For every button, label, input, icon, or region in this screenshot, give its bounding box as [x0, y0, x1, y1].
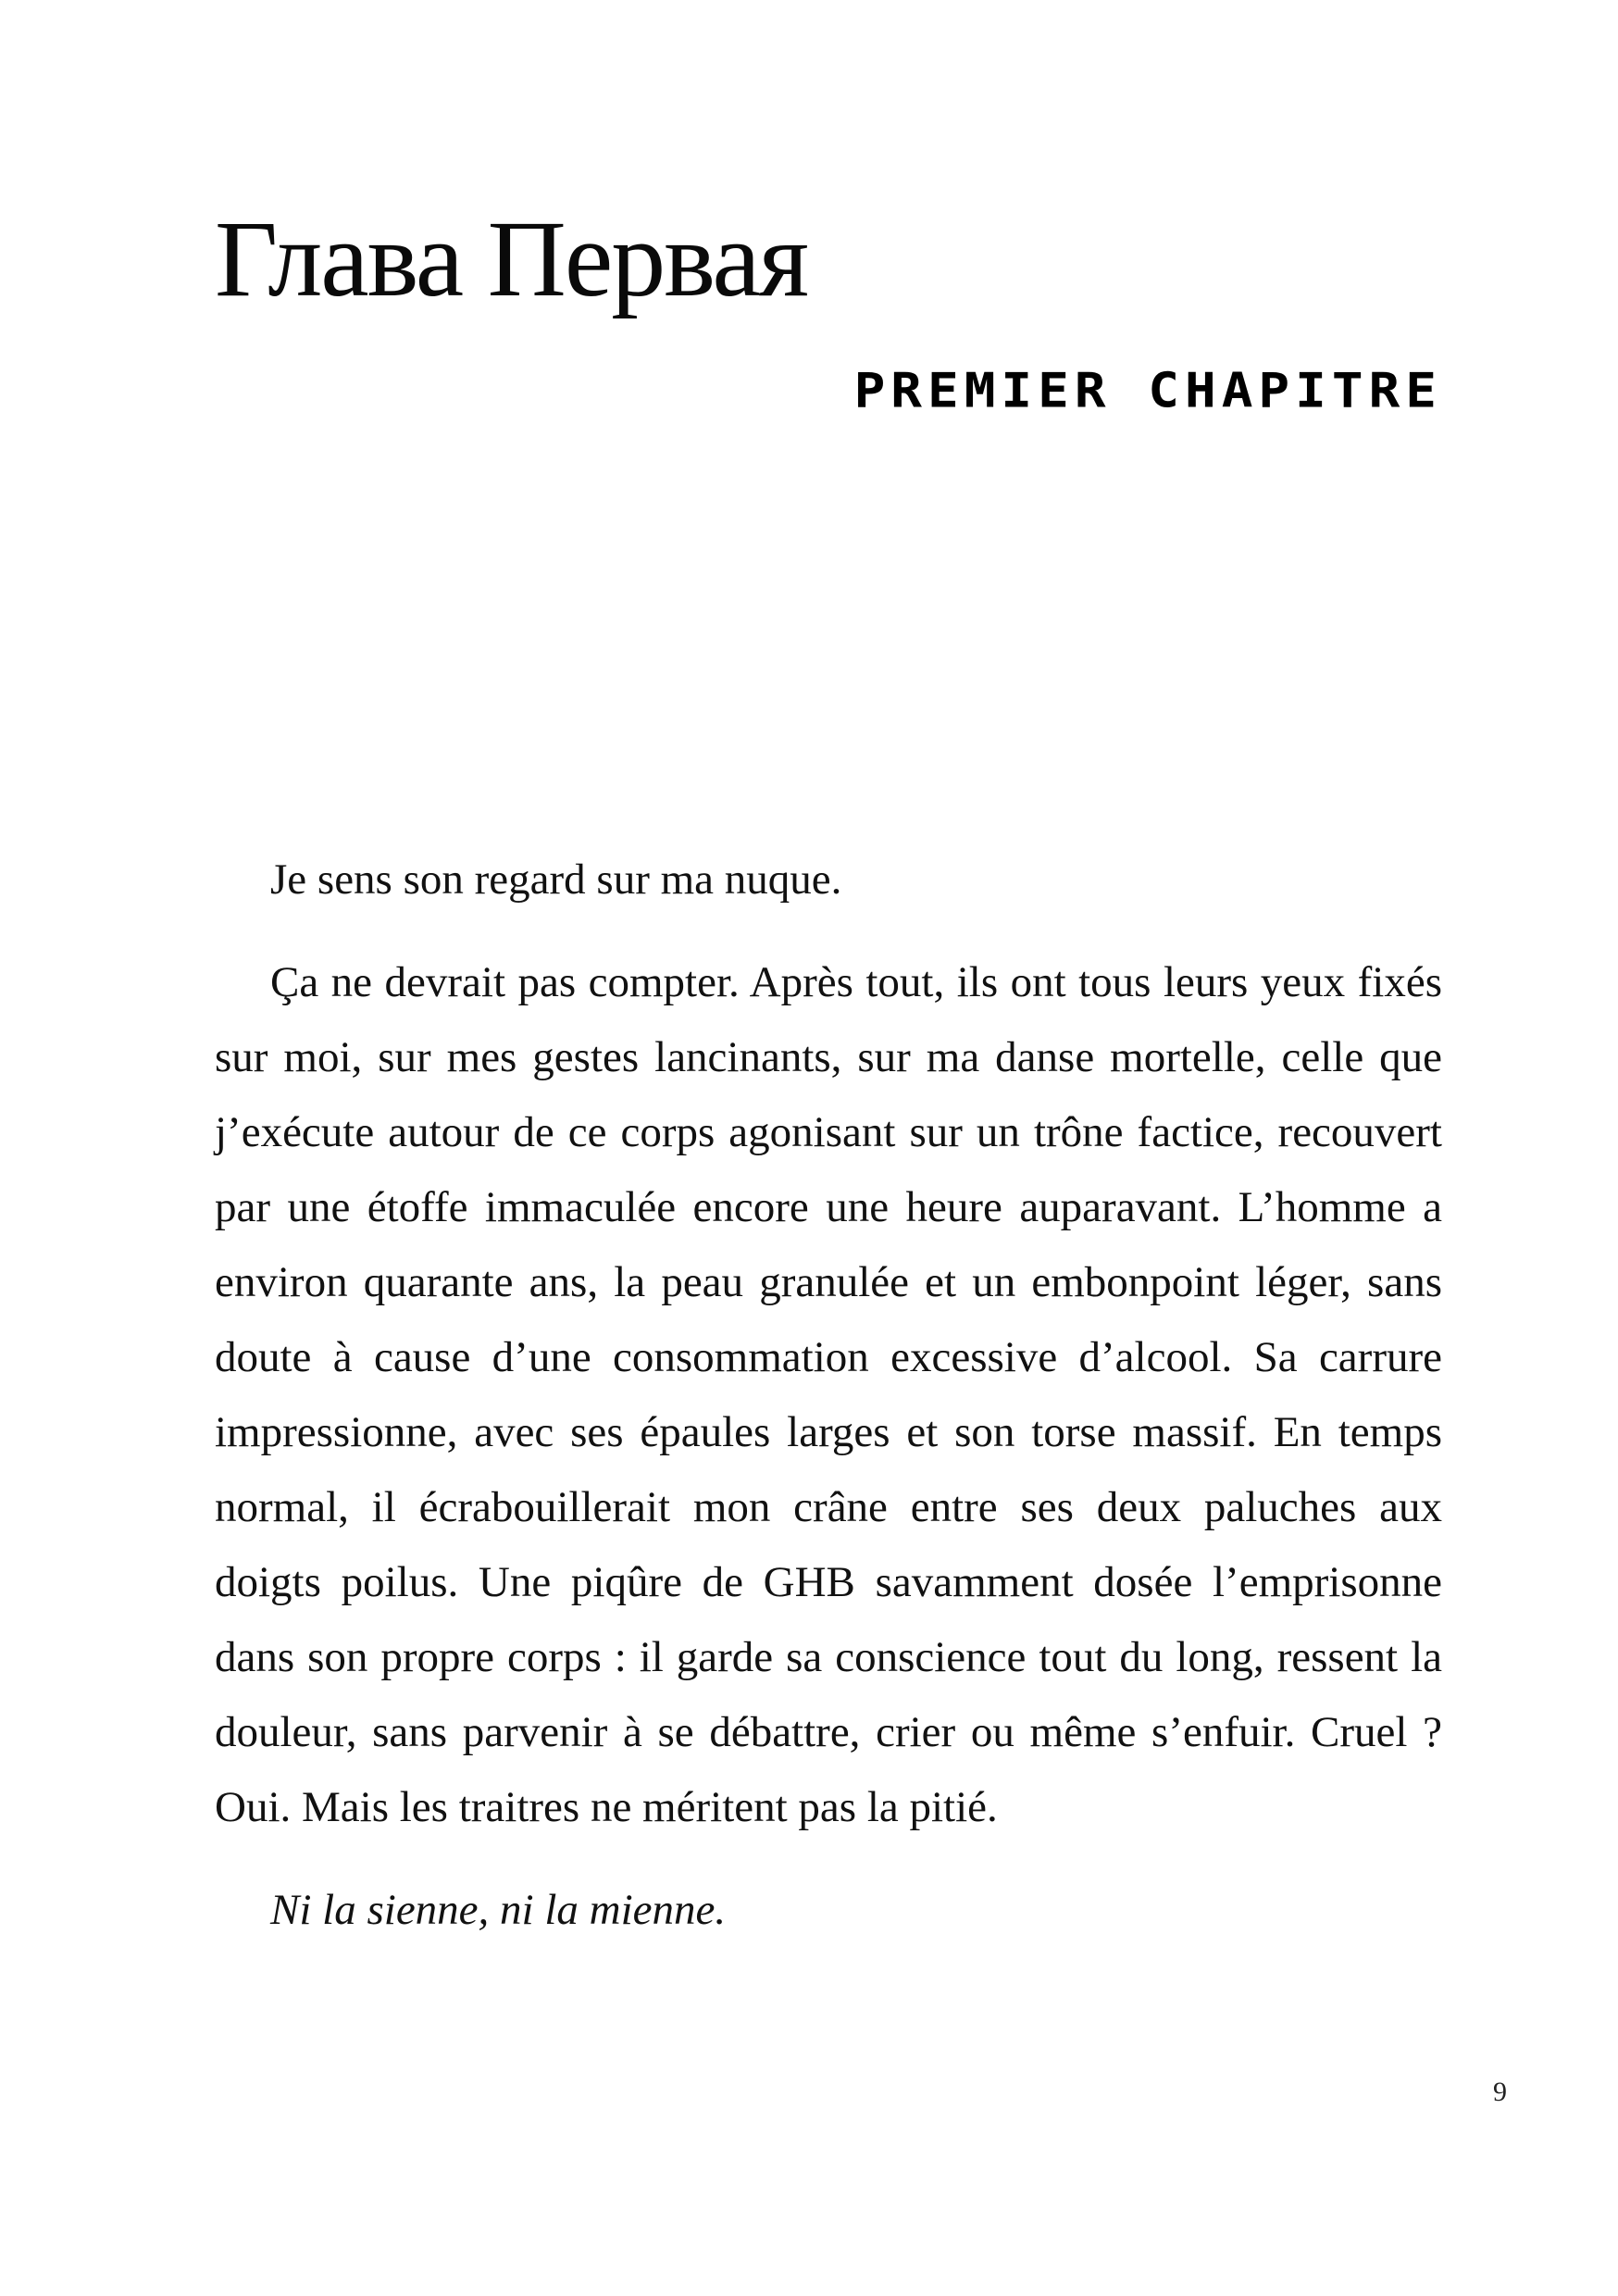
paragraph: Je sens son regard sur ma nuque. [270, 855, 842, 904]
chapter-title: Глава Первая [215, 198, 808, 319]
body-text [215, 842, 1442, 1976]
paragraph-italic: Ni la sienne, ni la mienne. [270, 1886, 727, 1934]
page-number: 9 [1493, 2077, 1507, 2107]
chapter-subtitle: PREMIER CHAPITRE [853, 363, 1442, 419]
paragraph: Ça ne devrait pas compter. Après tout, ils ont tous leurs yeux fixés sur moi, sur mes gestes lancinants, sur ma danse mortelle, celle que j’exécute autour de ce corps agonisant sur un trône factice, recouvert par une étoffe immaculée encore une heure auparavant. L’homme a environ quarante ans, la peau granulée et un embonpoint léger, sans doute à cause d’une consommation excessive d’alcool. Sa carrure impressionne, avec ses épaules larges et son torse massif. En temps normal, il écrabouillerait mon crâne entre ses deux paluches aux doigts poilus. Une piqûre de GHB savamment dosée l’emprisonne dans son propre corps : il garde sa conscience tout du long, ressent la douleur, sans parvenir à se débattre, crier ou même s’enfuir. Cruel ? Oui. Mais les traitres ne méritent pas la pitié. [215, 958, 1442, 1831]
